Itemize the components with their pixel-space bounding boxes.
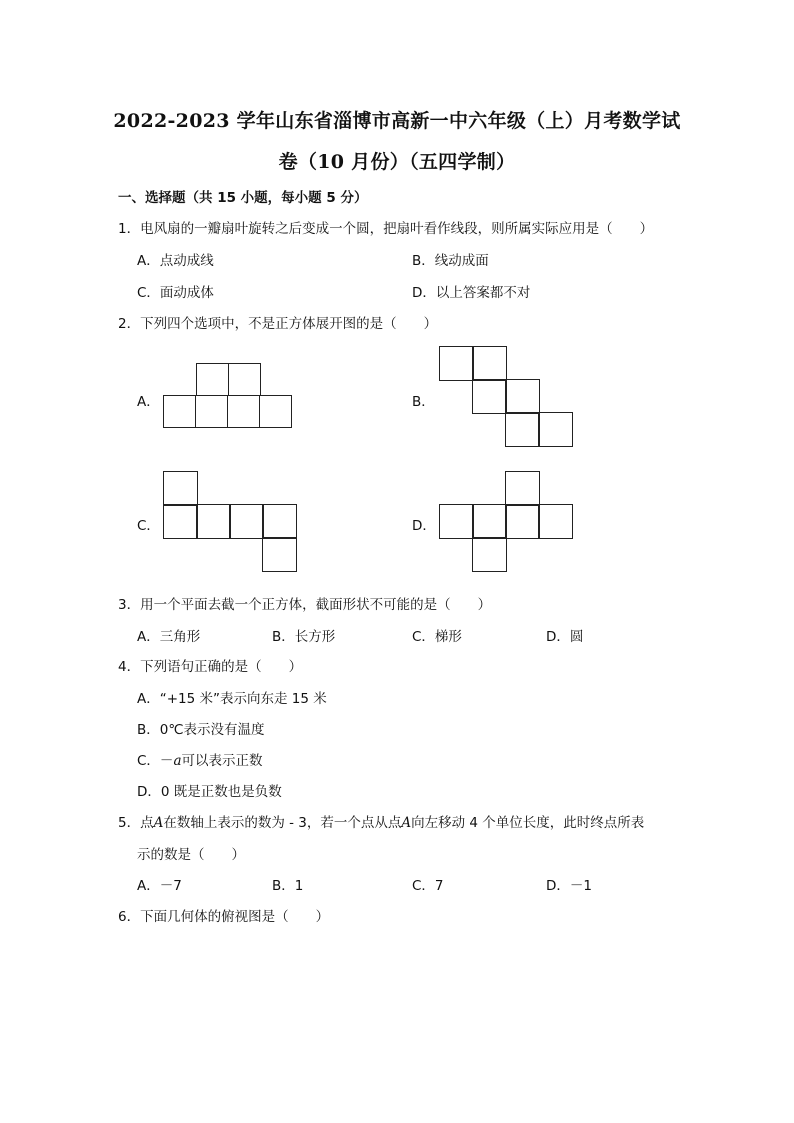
question-2-option-d-label: D． (412, 518, 436, 534)
question-3-stem: 3．用一个平面去截一个正方体，截面形状不可能的是（ ） (118, 597, 492, 613)
exam-title-line1: 2022-2023 学年山东省淄博市高新一中六年级（上）月考数学试 (113, 110, 681, 132)
question-5-option-a: A．－7 (137, 878, 182, 894)
question-1-option-d: D．以上答案都不对 (412, 285, 531, 301)
question-1-option-c: C．面动成体 (137, 285, 214, 301)
point-a-variable-2: A (401, 815, 412, 831)
cube-net-c (163, 471, 299, 573)
cube-net-d (439, 471, 575, 573)
question-5-option-c: C．7 (412, 878, 444, 894)
question-4-option-c-prefix: C．－ (137, 753, 174, 769)
question-4-stem: 4．下列语句正确的是（ ） (118, 659, 303, 675)
question-5-stem-line2: 示的数是（ ） (137, 847, 245, 863)
cube-net-a (163, 363, 295, 429)
section-heading: 一、选择题（共 15 小题，每小题 5 分） (118, 190, 368, 206)
question-1-option-b: B．线动成面 (412, 253, 489, 269)
question-5-stem-suffix: 向左移动 4 个单位长度，此时终点所表 (411, 815, 645, 831)
cube-net-b (439, 346, 575, 448)
question-2-option-a-label: A． (137, 394, 160, 410)
question-1-option-a: A．点动成线 (137, 253, 214, 269)
question-5-stem-mid: 在数轴上表示的数为 - 3，若一个点从点 (163, 815, 402, 831)
question-5-option-d: D．－1 (546, 878, 592, 894)
question-4-option-c (137, 749, 263, 769)
question-1-stem: 1．电风扇的一瓣扇叶旋转之后变成一个圆，把扇叶看作线段，则所属实际应用是（ ） (118, 221, 654, 237)
question-3-option-b: B．长方形 (272, 629, 336, 645)
question-5-option-b: B．1 (272, 878, 304, 894)
question-5-stem-prefix: 5．点 (118, 815, 154, 831)
variable-a: a (173, 753, 182, 769)
point-a-variable: A (153, 815, 164, 831)
question-3-option-d: D．圆 (546, 629, 584, 645)
question-4-option-d: D．0 既是正数也是负数 (137, 784, 282, 800)
question-4-option-b: B．0℃表示没有温度 (137, 722, 265, 738)
question-3-option-a: A．三角形 (137, 629, 201, 645)
question-2-option-b-label: B． (412, 394, 435, 410)
exam-title-line2: 卷（10 月份）（五四学制） (278, 151, 516, 173)
question-2-option-c-label: C． (137, 518, 160, 534)
question-6-stem: 6．下面几何体的俯视图是（ ） (118, 909, 330, 925)
question-3-option-c: C．梯形 (412, 629, 462, 645)
question-4-option-c-suffix: 可以表示正数 (181, 753, 263, 769)
question-4-option-a: A．“+15 米”表示向东走 15 米 (137, 691, 327, 707)
question-2-stem: 2．下列四个选项中，不是正方体展开图的是（ ） (118, 316, 438, 332)
question-5-stem (118, 811, 644, 831)
